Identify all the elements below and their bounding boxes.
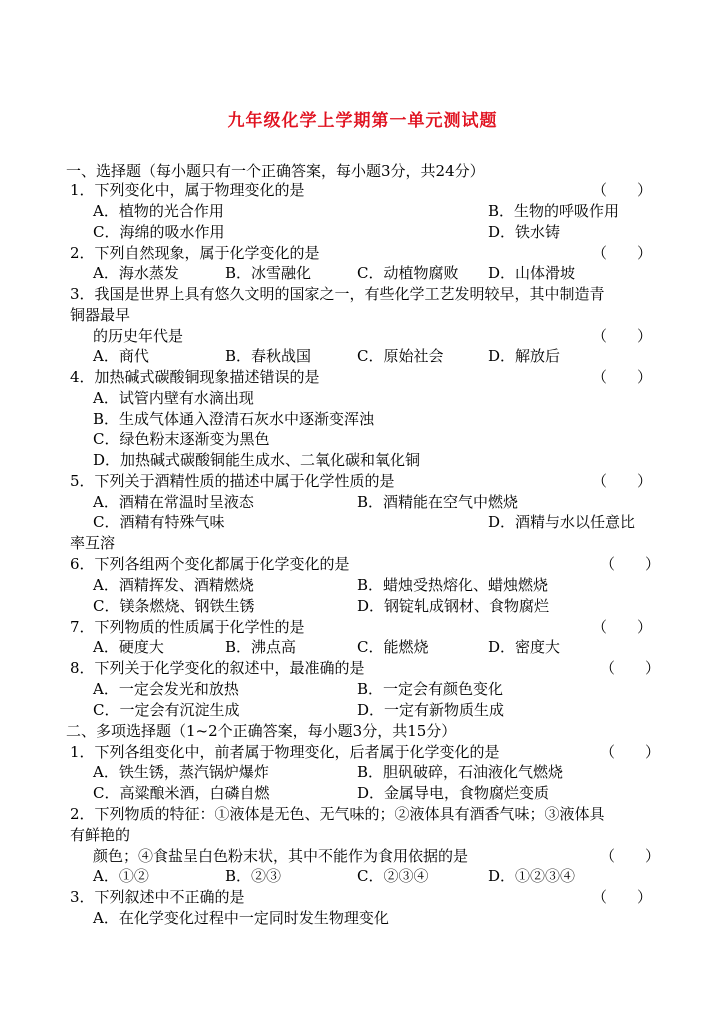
option: A．一定会发光和放热 xyxy=(93,680,239,698)
option: A．商代 xyxy=(93,347,149,365)
answer-blank: （ ） xyxy=(592,472,653,490)
option: C．一定会有沉淀生成 xyxy=(93,701,240,719)
option: A．酒精挥发、酒精燃烧 xyxy=(93,576,254,594)
question-stem: 2．下列物质的特征：①液体是无色、无气味的；②液体具有酒香气味；③液体具 xyxy=(70,805,605,823)
answer-blank: （ ） xyxy=(592,244,653,262)
question-stem: 4．加热碱式碳酸铜现象描述错误的是 xyxy=(70,368,320,386)
option: D．密度大 xyxy=(488,638,561,656)
option: B．春秋战国 xyxy=(225,347,312,365)
question-stem: 1．下列各组变化中，前者属于物理变化，后者属于化学变化的是 xyxy=(70,743,500,761)
option: C．绿色粉末逐渐变为黑色 xyxy=(93,430,270,448)
option: A．在化学变化过程中一定同时发生物理变化 xyxy=(93,909,389,927)
option: C．镁条燃烧、钢铁生锈 xyxy=(93,597,255,615)
option: C．②③④ xyxy=(357,867,429,885)
option: C．高粱酿米酒，白磷自燃 xyxy=(93,784,270,802)
option: B．一定会有颜色变化 xyxy=(357,680,504,698)
option: A．硬度大 xyxy=(93,638,164,656)
option: A．酒精在常温时呈液态 xyxy=(93,493,254,511)
question-stem-continued: 铜器最早 xyxy=(70,306,131,324)
question-stem: 2．下列自然现象，属于化学变化的是 xyxy=(70,244,320,262)
section-heading: 二、多项选择题（1~2个正确答案，每小题3分，共15分） xyxy=(66,722,457,740)
answer-blank: （ ） xyxy=(600,659,661,677)
section-heading: 一、选择题（每小题只有一个正确答案，每小题3分，共24分） xyxy=(66,162,485,180)
option: C．海绵的吸水作用 xyxy=(93,223,225,241)
question-stem: 3．我国是世界上具有悠久文明的国家之一，有些化学工艺发明较早，其中制造青 xyxy=(70,285,605,303)
option: D．①②③④ xyxy=(488,867,576,885)
option: B．酒精能在空气中燃烧 xyxy=(357,493,519,511)
option-continued: 率互溶 xyxy=(70,534,116,552)
option: B．胆矾破碎，石油液化气燃烧 xyxy=(357,763,564,781)
option: B．生成气体通入澄清石灰水中逐渐变浑浊 xyxy=(93,410,375,428)
option: B．蜡烛受热熔化、蜡烛燃烧 xyxy=(357,576,549,594)
answer-blank: （ ） xyxy=(592,181,653,199)
option: D．山体滑坡 xyxy=(488,264,576,282)
option: A．铁生锈，蒸汽锅炉爆炸 xyxy=(93,763,269,781)
option: A．①② xyxy=(93,867,149,885)
answer-blank: （ ） xyxy=(600,555,661,573)
question-stem-continued: 颜色；④食盐呈白色粉末状，其中不能作为食用依据的是 xyxy=(93,847,469,865)
question-stem: 6．下列各组两个变化都属于化学变化的是 xyxy=(70,555,350,573)
question-stem-continued: 有鲜艳的 xyxy=(70,826,131,844)
option: D．一定有新物质生成 xyxy=(357,701,505,719)
option: D．解放后 xyxy=(488,347,561,365)
option: B．②③ xyxy=(225,867,282,885)
option: B．沸点高 xyxy=(225,638,297,656)
option: B．冰雪融化 xyxy=(225,264,312,282)
answer-blank: （ ） xyxy=(592,618,653,636)
option: C．能燃烧 xyxy=(357,638,429,656)
answer-blank: （ ） xyxy=(600,743,661,761)
option: A．植物的光合作用 xyxy=(93,202,224,220)
option: D．钢锭轧成钢材、食物腐烂 xyxy=(357,597,550,615)
option: C．酒精有特殊气味 xyxy=(93,513,225,531)
option: D．铁水铸 xyxy=(488,223,561,241)
question-stem: 3．下列叙述中不正确的是 xyxy=(70,888,245,906)
question-stem: 5．下列关于酒精性质的描述中属于化学性质的是 xyxy=(70,472,395,490)
option: A．海水蒸发 xyxy=(93,264,179,282)
question-stem: 7．下列物质的性质属于化学性的是 xyxy=(70,618,305,636)
question-stem: 1．下列变化中，属于物理变化的是 xyxy=(70,181,305,199)
option: D．酒精与水以任意比 xyxy=(488,513,636,531)
answer-blank: （ ） xyxy=(592,888,653,906)
option: D．金属导电，食物腐烂变质 xyxy=(357,784,550,802)
option: C．动植物腐败 xyxy=(357,264,459,282)
answer-blank: （ ） xyxy=(592,327,653,345)
answer-blank: （ ） xyxy=(592,368,653,386)
option: C．原始社会 xyxy=(357,347,444,365)
option: A．试管内壁有水滴出现 xyxy=(93,389,254,407)
option: B．生物的呼吸作用 xyxy=(488,202,620,220)
page-title: 九年级化学上学期第一单元测试题 xyxy=(227,111,498,131)
question-stem-continued: 的历史年代是 xyxy=(93,327,184,345)
question-stem: 8．下列关于化学变化的叙述中，最准确的是 xyxy=(70,659,365,677)
option: D．加热碱式碳酸铜能生成水、二氧化碳和氧化铜 xyxy=(93,451,421,469)
answer-blank: （ ） xyxy=(600,847,661,865)
